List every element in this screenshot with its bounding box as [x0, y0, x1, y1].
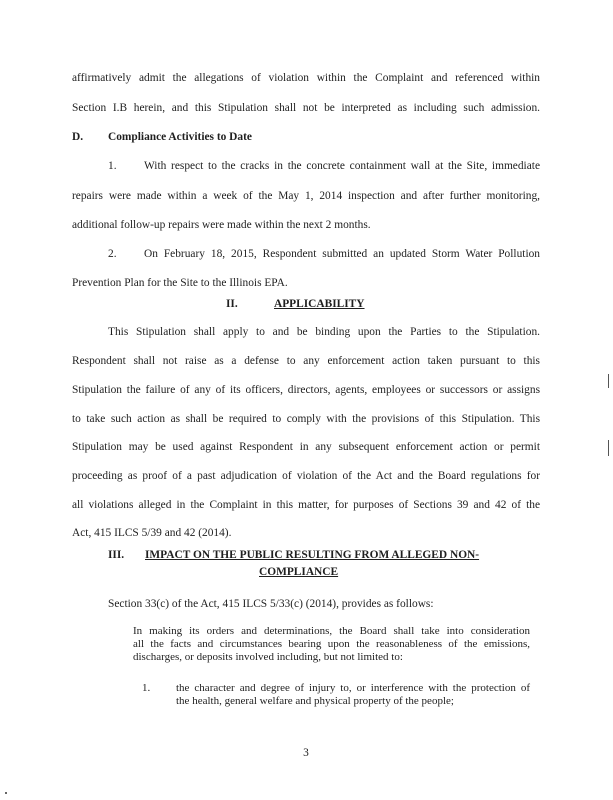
- paragraph-number: 2.: [108, 248, 117, 260]
- body-line: to take such action as shall be required to comply with the provisions of this Stipulation. This: [72, 413, 540, 425]
- body-line: On February 18, 2015, Respondent submitted an updated Storm Water Pollution: [144, 248, 540, 260]
- section-number: III.: [108, 549, 125, 561]
- quote-line: the health, general welfare and physical property of the people;: [176, 695, 454, 707]
- scan-artifact: [608, 374, 609, 388]
- section-heading: IMPACT ON THE PUBLIC RESULTING FROM ALLEGED NON-: [145, 549, 480, 561]
- quote-line: all the facts and circumstances bearing upon the reasonableness of the emissions,: [133, 638, 530, 650]
- paragraph-number: 1.: [108, 160, 117, 172]
- body-line: Prevention Plan for the Site to the Illinois EPA.: [72, 277, 288, 289]
- section-heading: APPLICABILITY: [274, 298, 365, 310]
- section-number: II.: [226, 298, 238, 310]
- body-line: Stipulation the failure of any of its officers, directors, agents, employees or successors or assigns: [72, 384, 540, 396]
- body-line: all violations alleged in the Complaint in this matter, for purposes of Sections 39 and 42 of the: [72, 499, 540, 511]
- body-line: proceeding as proof of a past adjudication of violation of the Act and the Board regulations for: [72, 470, 540, 482]
- quote-line: the character and degree of injury to, or interference with the protection of: [176, 682, 530, 694]
- scan-artifact: [5, 792, 7, 794]
- body-line: Respondent shall not raise as a defense to any enforcement action taken pursuant to this: [72, 355, 540, 367]
- section-letter: D.: [72, 131, 84, 143]
- body-line: Act, 415 ILCS 5/39 and 42 (2014).: [72, 527, 232, 539]
- body-line: With respect to the cracks in the concrete containment wall at the Site, immediate: [144, 160, 540, 172]
- body-line: This Stipulation shall apply to and be binding upon the Parties to the Stipulation.: [108, 326, 540, 338]
- quote-line: In making its orders and determinations, the Board shall take into consideration: [133, 625, 530, 637]
- list-number: 1.: [142, 682, 151, 694]
- quote-line: discharges, or deposits involved including, but not limited to:: [133, 651, 403, 663]
- section-heading-continued: COMPLIANCE: [259, 566, 339, 578]
- scan-artifact: [608, 440, 609, 456]
- body-line: affirmatively admit the allegations of violation within the Complaint and referenced within: [72, 72, 540, 84]
- section-heading: Compliance Activities to Date: [108, 131, 252, 143]
- body-line: Section 33(c) of the Act, 415 ILCS 5/33(c) (2014), provides as follows:: [108, 598, 434, 610]
- page-number: 3: [303, 747, 309, 759]
- body-line: repairs were made within a week of the May 1, 2014 inspection and after further monitoring,: [72, 190, 540, 202]
- body-line: Section I.B herein, and this Stipulation shall not be interpreted as including such admission.: [72, 102, 540, 114]
- body-line: additional follow-up repairs were made within the next 2 months.: [72, 219, 371, 231]
- body-line: Stipulation may be used against Respondent in any subsequent enforcement action or permit: [72, 441, 540, 453]
